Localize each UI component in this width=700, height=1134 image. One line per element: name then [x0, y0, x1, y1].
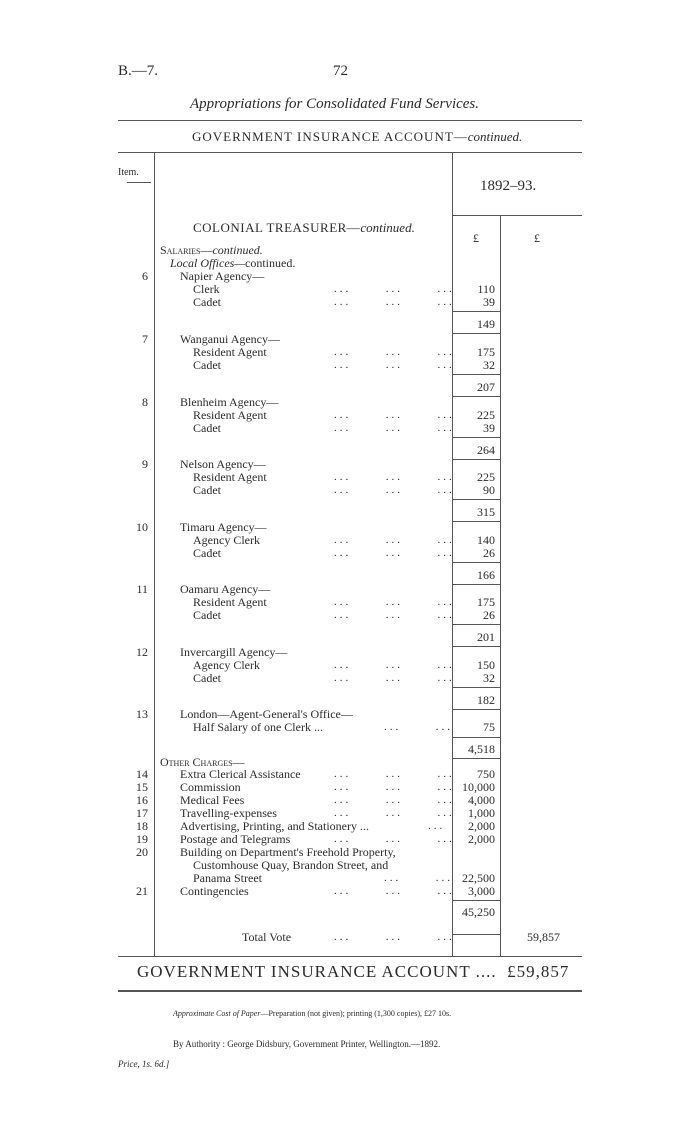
- item-number: 18: [136, 819, 148, 833]
- divider: [452, 709, 500, 710]
- agency-name: Oamaru Agency—: [180, 582, 271, 596]
- column-rule: [154, 153, 155, 956]
- row-amount: 4,000: [468, 793, 495, 807]
- row-label: Commission: [180, 780, 241, 794]
- divider: [452, 215, 582, 216]
- row-amount: 39: [483, 295, 495, 309]
- row-amount: 175: [477, 595, 495, 609]
- row-label: Cadet: [193, 483, 221, 497]
- row-label: Resident Agent: [193, 595, 267, 609]
- item-column-header: Item.: [118, 167, 139, 178]
- subtotal-amount: 207: [477, 380, 495, 394]
- section-title-text: COLONIAL TREASURER—: [193, 220, 361, 235]
- row-amount: 90: [483, 483, 495, 497]
- row-label: Cadet: [193, 358, 221, 372]
- subtotal-amount: 315: [477, 505, 495, 519]
- item-number: 17: [136, 806, 148, 820]
- item-number: 9: [142, 457, 148, 471]
- item-number: 6: [142, 269, 148, 283]
- row-label: Cadet: [193, 608, 221, 622]
- row-label: Resident Agent: [193, 470, 267, 484]
- agency-name: Wanganui Agency—: [180, 332, 281, 346]
- leader-dots: ... ... ...: [334, 283, 455, 295]
- divider: [452, 900, 500, 901]
- cost-note-text: —Preparation (not given); printing (1,300 copies), £27 10s.: [260, 1009, 452, 1018]
- item-number: 15: [136, 780, 148, 794]
- item-number: 7: [142, 332, 148, 346]
- leader-dots: ... ... ...: [334, 833, 455, 845]
- subtotal-amount: 149: [477, 317, 495, 331]
- other-charges-text: Other Charges—: [160, 755, 245, 769]
- item-number: 20: [136, 845, 148, 859]
- divider: [452, 396, 500, 397]
- row-label: Half Salary of one Clerk ...: [193, 720, 323, 734]
- heading-continued: continued.: [467, 129, 523, 144]
- local-offices-continued: continued.: [245, 256, 296, 270]
- leader-dots: ... ... ...: [334, 359, 455, 371]
- leader-dots: ... ... ...: [334, 885, 455, 897]
- row-amount: 39: [483, 421, 495, 435]
- row-amount: 110: [477, 282, 495, 296]
- row-label: Agency Clerk: [193, 658, 260, 672]
- leader-dots: ... ... ...: [334, 672, 455, 684]
- row-label: Customhouse Quay, Brandon Street, and: [193, 858, 389, 872]
- leader-dots: ... ... ...: [334, 768, 455, 780]
- row-amount: 750: [477, 767, 495, 781]
- account-total: [137, 962, 569, 982]
- leader-dots: ... ... ...: [334, 484, 455, 496]
- row-label: Extra Clerical Assistance: [180, 767, 301, 781]
- row-label: Building on Department's Freehold Property,: [180, 845, 396, 859]
- pound-header: £: [534, 231, 540, 245]
- divider: [127, 182, 151, 183]
- row-amount: 26: [483, 608, 495, 622]
- pound-header: £: [473, 231, 479, 245]
- agency-name: Invercargill Agency—: [180, 645, 288, 659]
- row-label: Medical Fees: [180, 793, 245, 807]
- row-amount: 150: [477, 658, 495, 672]
- divider: [452, 437, 500, 438]
- salaries-total: 4,518: [468, 742, 495, 756]
- account-total-amount: £59,857: [507, 962, 570, 981]
- leader-dots: ... ... ...: [334, 596, 455, 608]
- column-rule: [500, 215, 501, 956]
- row-label: Contingencies: [180, 884, 249, 898]
- divider: [118, 956, 582, 957]
- price-note: Price, 1s. 6d.]: [118, 1059, 170, 1069]
- divider: [118, 120, 582, 121]
- year-header: 1892–93.: [480, 178, 537, 194]
- row-label: Cadet: [193, 546, 221, 560]
- divider: [452, 624, 500, 625]
- item-number: 19: [136, 832, 148, 846]
- authority-note: By Authority : George Didsbury, Government Printer, Wellington.—1892.: [173, 1039, 441, 1049]
- heading-text: GOVERNMENT INSURANCE ACCOUNT—: [192, 129, 468, 144]
- leader-dots: ... ... ...: [334, 807, 455, 819]
- divider: [452, 737, 500, 738]
- leader-dots: ... ... ...: [334, 422, 455, 434]
- row-label: Resident Agent: [193, 408, 267, 422]
- row-label: Clerk: [193, 282, 220, 296]
- divider: [452, 934, 500, 935]
- page-subtitle: Appropriations for Consolidated Fund Services.: [190, 96, 480, 112]
- row-label: Cadet: [193, 295, 221, 309]
- row-amount: 75: [483, 720, 495, 734]
- section-heading: [192, 129, 522, 145]
- divider: [452, 311, 500, 312]
- divider: [452, 333, 500, 334]
- leader-dots: ... ... ...: [334, 471, 455, 483]
- item-number: 13: [136, 707, 148, 721]
- row-amount: 1,000: [468, 806, 495, 820]
- row-label: Postage and Telegrams: [180, 832, 291, 846]
- leader-dots: ... ... ...: [334, 547, 455, 559]
- divider: [452, 521, 500, 522]
- row-label: Cadet: [193, 671, 221, 685]
- section-title-continued: continued.: [360, 220, 415, 235]
- item-number: 12: [136, 645, 148, 659]
- row-amount: 32: [483, 671, 495, 685]
- leader-dots: ... ...: [384, 872, 453, 884]
- divider: [452, 374, 500, 375]
- row-label: Travelling-expenses: [180, 806, 277, 820]
- leader-dots: ... ... ...: [334, 794, 455, 806]
- agency-name: Blenheim Agency—: [180, 395, 279, 409]
- item-number: 11: [136, 582, 148, 596]
- section-title: [193, 220, 415, 236]
- row-amount: 26: [483, 546, 495, 560]
- item-number: 10: [136, 520, 148, 534]
- total-vote-amount: 59,857: [527, 930, 560, 944]
- divider: [452, 499, 500, 500]
- row-amount: 140: [477, 533, 495, 547]
- row-amount: 175: [477, 345, 495, 359]
- total-vote-label: Total Vote: [242, 930, 292, 944]
- divider: [452, 687, 500, 688]
- divider: [452, 459, 500, 460]
- leader-dots: ... ... ...: [334, 781, 455, 793]
- row-amount: 225: [477, 470, 495, 484]
- divider: [118, 990, 582, 992]
- leader-dots: ... ...: [384, 721, 453, 733]
- leader-dots: ...: [428, 820, 446, 832]
- agency-name: Timaru Agency—: [180, 520, 267, 534]
- row-label: Advertising, Printing, and Stationery ...: [180, 819, 369, 833]
- divider: [118, 152, 582, 153]
- leader-dots: ... ... ...: [334, 659, 455, 671]
- leader-dots: ... ... ...: [334, 534, 455, 546]
- subtotal-amount: 201: [477, 630, 495, 644]
- agency-name: Napier Agency—: [180, 269, 265, 283]
- salaries-continued: continued.: [212, 243, 263, 257]
- row-amount: 22,500: [462, 871, 495, 885]
- row-amount: 2,000: [468, 832, 495, 846]
- leader-dots: ... ... ...: [334, 346, 455, 358]
- other-charges-total: 45,250: [462, 905, 495, 919]
- salaries-text: Salaries—: [160, 243, 213, 257]
- divider: [452, 584, 500, 585]
- leader-dots: ... ... ...: [334, 609, 455, 621]
- agency-name: Nelson Agency—: [180, 457, 266, 471]
- subtotal-amount: 182: [477, 693, 495, 707]
- page-reference: B.—7.: [118, 63, 159, 79]
- row-amount: 10,000: [462, 780, 495, 794]
- row-amount: 2,000: [468, 819, 495, 833]
- item-number: 14: [136, 767, 148, 781]
- cost-note-italic: Approximate Cost of Paper: [173, 1009, 261, 1018]
- divider: [452, 646, 500, 647]
- row-label: Panama Street: [193, 871, 262, 885]
- item-number: 16: [136, 793, 148, 807]
- row-label: Resident Agent: [193, 345, 267, 359]
- local-offices-text: Local Offices—: [170, 256, 245, 270]
- leader-dots: ... ... ...: [334, 296, 455, 308]
- item-number: 8: [142, 395, 148, 409]
- row-amount: 225: [477, 408, 495, 422]
- row-amount: 32: [483, 358, 495, 372]
- subtotal-amount: 264: [477, 443, 495, 457]
- account-total-label: GOVERNMENT INSURANCE ACCOUNT ....: [137, 962, 497, 981]
- divider: [452, 758, 500, 759]
- item-number: 21: [136, 884, 148, 898]
- agency-name: London—Agent-General's Office—: [180, 707, 353, 721]
- cost-note: [173, 1009, 451, 1018]
- divider: [452, 562, 500, 563]
- row-label: Cadet: [193, 421, 221, 435]
- leader-dots: ... ... ...: [334, 931, 455, 943]
- leader-dots: ... ... ...: [334, 409, 455, 421]
- page-number: 72: [333, 63, 348, 79]
- row-amount: 3,000: [468, 884, 495, 898]
- subtotal-amount: 166: [477, 568, 495, 582]
- row-label: Agency Clerk: [193, 533, 260, 547]
